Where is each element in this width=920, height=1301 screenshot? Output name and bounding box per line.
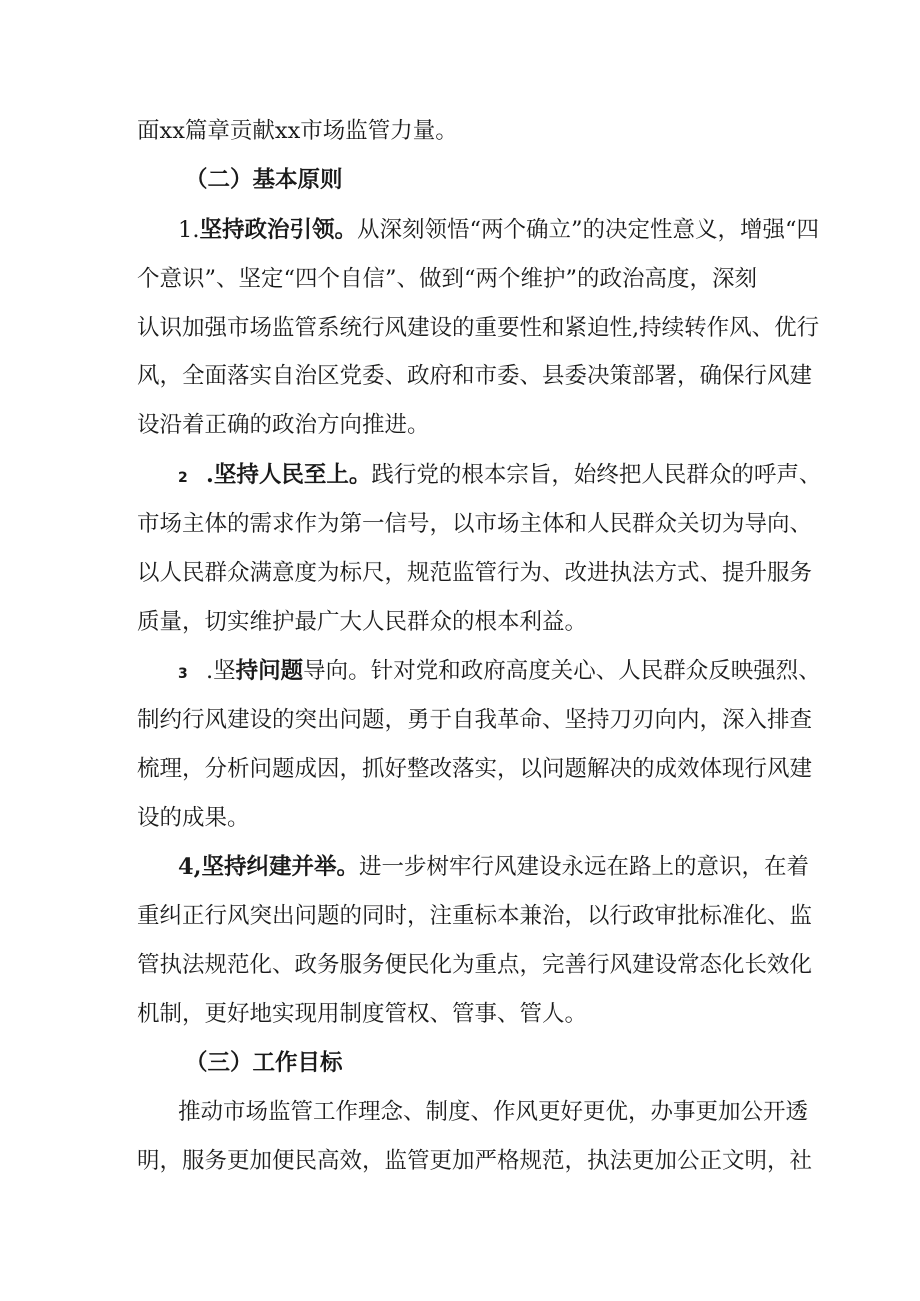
item-title: .坚持人民至上。 bbox=[206, 462, 372, 488]
text-line: 制约行风建设的突出问题，勇于自我革命、坚持刀刃向内，深入排查 bbox=[137, 707, 813, 733]
paragraph-line bbox=[137, 901, 812, 931]
item-number: 2 bbox=[178, 470, 188, 486]
paragraph-3-first-line bbox=[178, 656, 821, 689]
text-line: 从深刻领悟“两个确立”的决定性意义，增强“四 bbox=[356, 217, 819, 243]
item-number: 1. bbox=[178, 217, 200, 243]
paragraph-line bbox=[137, 1146, 812, 1176]
text-line: 质量，切实维护最广大人民群众的根本利益。 bbox=[137, 609, 588, 635]
text-line: 机制，更好地实现用制度管权、管事、管人。 bbox=[137, 1001, 588, 1027]
text-line: 面xx篇章贡献xx市场监管力量。 bbox=[137, 118, 458, 144]
paragraph-line bbox=[137, 313, 819, 343]
text-line: 针对党和政府高度关心、人民群众反映强烈、 bbox=[370, 658, 821, 684]
text-line: 设沿着正确的政治方向推进。 bbox=[137, 412, 430, 438]
text-line: 个意识”、坚定“四个自信”、做到“两个维护”的政治高度，深刻 bbox=[137, 266, 758, 292]
paragraph-line bbox=[137, 803, 250, 833]
item-title-bold: 持问题 bbox=[235, 658, 304, 684]
item-number: 4, bbox=[178, 854, 202, 880]
item-title-part: .坚 bbox=[206, 658, 236, 684]
text-line: 重纠正行风突出问题的同时，注重标本兼治，以行政审批标准化、监 bbox=[137, 903, 813, 929]
heading-text: （二）基本原则 bbox=[185, 167, 343, 193]
item-title-part: 导向。 bbox=[303, 658, 371, 684]
paragraph-line bbox=[137, 361, 812, 391]
paragraph-line bbox=[137, 558, 812, 588]
text-line: 明，服务更加便民高效，监管更加严格规范，执法更加公正文明，社 bbox=[137, 1148, 813, 1174]
paragraph-line bbox=[137, 754, 812, 784]
paragraph-line bbox=[137, 264, 757, 294]
paragraph-line bbox=[137, 607, 587, 637]
text-line: 进一步树牢行风建设永远在路上的意识，在着 bbox=[359, 854, 810, 880]
paragraph-line bbox=[137, 410, 430, 440]
section-heading-basic-principles bbox=[185, 165, 343, 195]
paragraph-4-first-line bbox=[178, 852, 809, 882]
heading-text: （三）工作目标 bbox=[185, 1050, 343, 1076]
paragraph-line bbox=[137, 509, 812, 539]
paragraph-2-first-line bbox=[178, 460, 821, 493]
paragraph-line bbox=[137, 999, 587, 1029]
paragraph-1-first-line bbox=[178, 215, 819, 245]
text-line: 以人民群众满意度为标尺，规范监管行为、改进执法方式、提升服务 bbox=[137, 560, 813, 586]
paragraph-line bbox=[137, 116, 458, 146]
text-line: 梳理，分析问题成因，抓好整改落实，以问题解决的成效体现行风建 bbox=[137, 756, 813, 782]
text-line: 践行党的根本宗旨，始终把人民群众的呼声、 bbox=[371, 462, 822, 488]
text-line: 认识加强市场监管系统行风建设的重要性和紧迫性,持续转作风、优行 bbox=[137, 315, 820, 341]
section-heading-work-goals bbox=[185, 1048, 343, 1078]
paragraph-line bbox=[137, 950, 812, 980]
item-number: 3 bbox=[178, 666, 188, 682]
text-line: 风，全面落实自治区党委、政府和市委、县委决策部署，确保行风建 bbox=[137, 363, 813, 389]
item-title: 坚持政治引领。 bbox=[199, 217, 357, 243]
paragraph-line bbox=[137, 705, 812, 735]
item-title: 坚持纠建并举。 bbox=[201, 854, 360, 880]
text-line: 推动市场监管工作理念、制度、作风更好更优，办事更加公开透 bbox=[178, 1099, 809, 1125]
text-line: 管执法规范化、政务服务便民化为重点，完善行风建设常态化长效化 bbox=[137, 952, 813, 978]
paragraph-5-first-line bbox=[178, 1097, 808, 1127]
text-line: 市场主体的需求作为第一信号，以市场主体和人民群众关切为导向、 bbox=[137, 511, 813, 537]
text-line: 设的成果。 bbox=[137, 805, 250, 831]
